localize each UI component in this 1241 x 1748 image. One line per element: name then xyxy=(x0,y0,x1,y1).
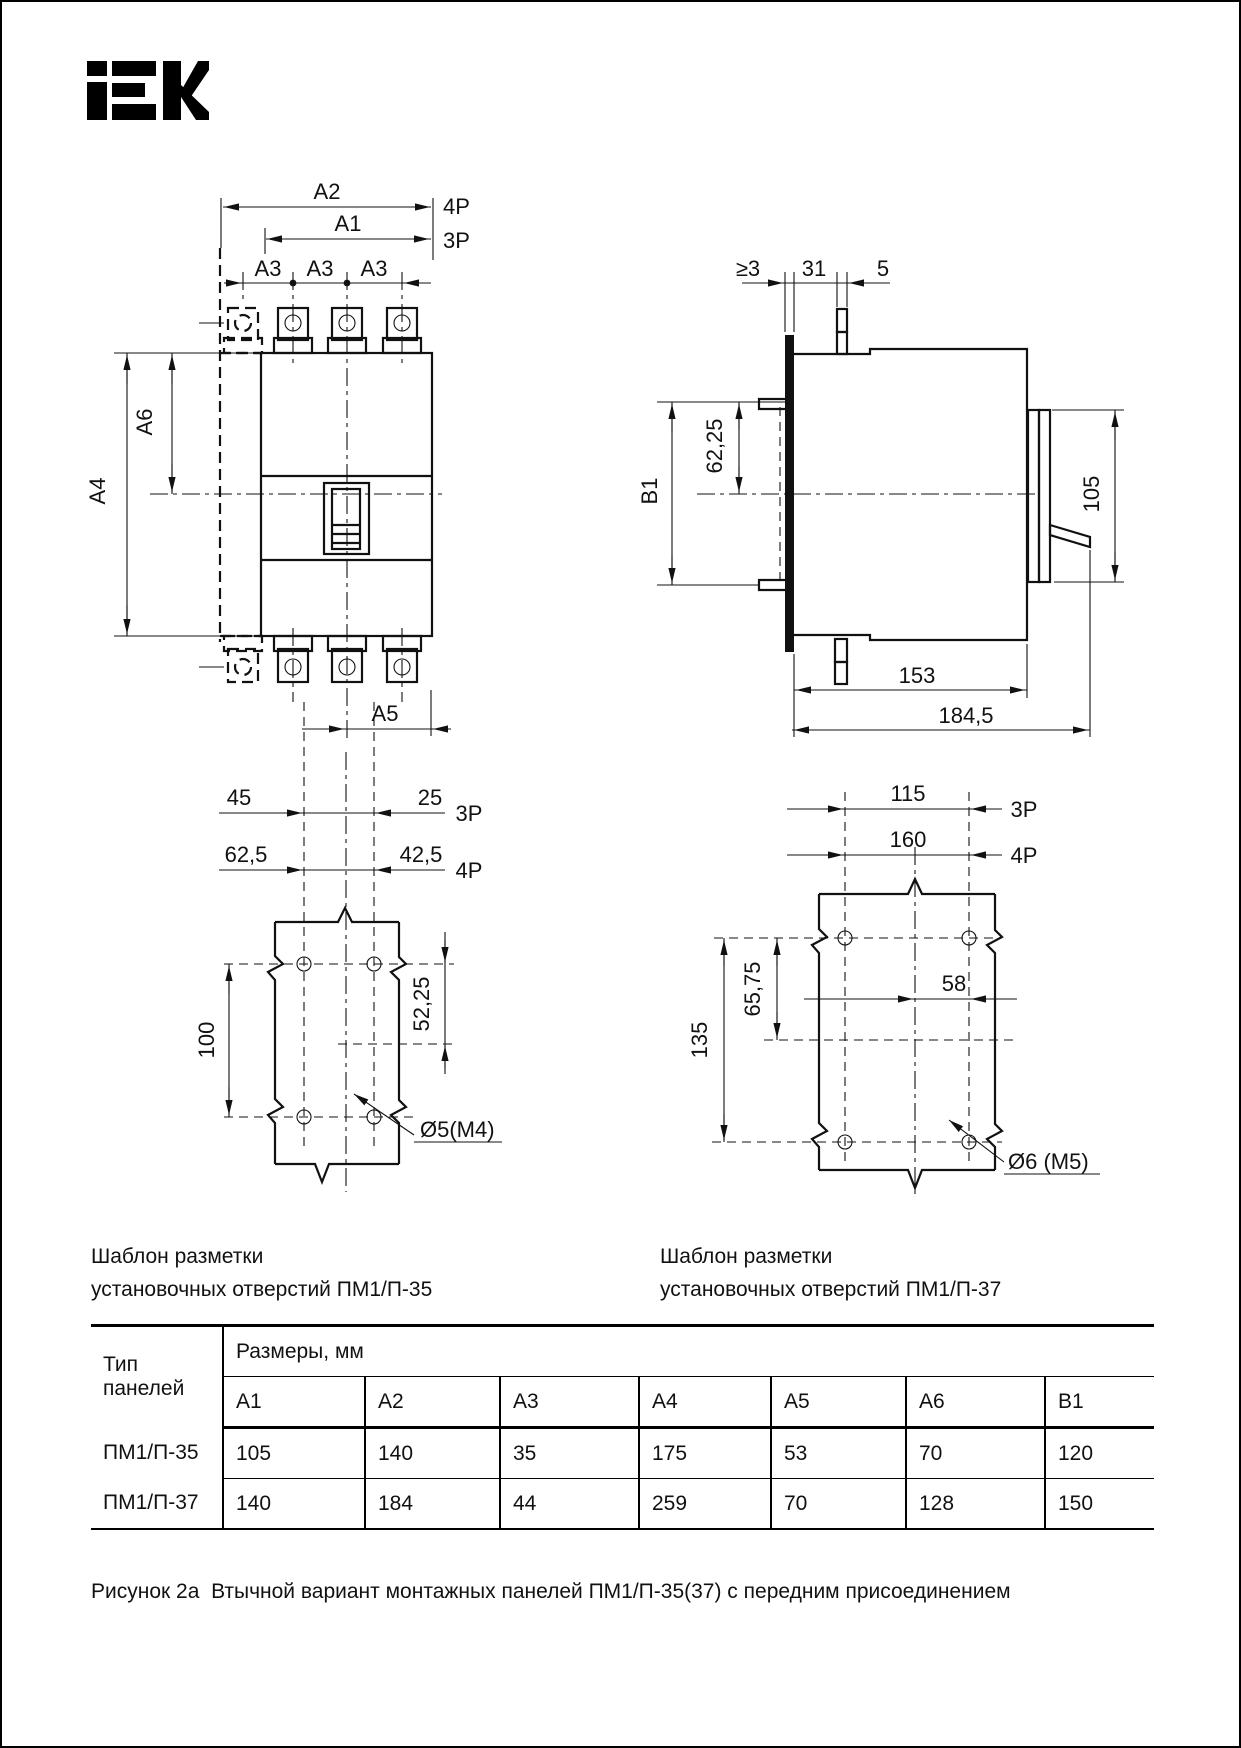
dim-label-a6: A6 xyxy=(132,408,157,436)
cell-pm37-b1: 150 xyxy=(1058,1491,1094,1515)
column-header-a2: A2 xyxy=(365,1377,500,1428)
side-toggle-handle xyxy=(1050,525,1090,547)
dim-label-625: 62,5 xyxy=(224,842,268,867)
dim-label-5225: 52,25 xyxy=(409,976,434,1032)
template-37-caption xyxy=(660,1240,1001,1306)
dim-label-a5: A5 xyxy=(371,701,399,726)
cell-pm37-a5: 70 xyxy=(771,1479,906,1530)
top-terminals xyxy=(199,308,421,353)
dim-label-b1: B1 xyxy=(637,477,662,505)
dim-label-6225: 62,25 xyxy=(702,418,727,474)
figure-caption: Рисунок 2а Втычной вариант монтажных панелей ПМ1/П-35(37) с передним присоединением xyxy=(91,1580,1011,1603)
dim-label-153: 153 xyxy=(898,663,936,688)
dim-label-a2: A2 xyxy=(313,179,341,204)
dim-label-6575: 65,75 xyxy=(740,961,765,1017)
front-view xyxy=(85,179,470,742)
pole-label-3p: 3P xyxy=(443,228,470,253)
dimensions-table xyxy=(91,1324,1154,1530)
template-35-caption xyxy=(91,1240,432,1306)
cell-pm37-a2: 184 xyxy=(365,1479,500,1530)
pole-label-3p-t37: 3P xyxy=(1010,797,1038,822)
bottom-terminals xyxy=(199,636,421,682)
dim-label-a3-3: A3 xyxy=(360,256,388,281)
dim-label-a1: A1 xyxy=(334,211,362,236)
column-header-a5: A5 xyxy=(771,1377,906,1428)
dim-label-45: 45 xyxy=(226,785,252,810)
dim-label-100: 100 xyxy=(194,1021,219,1059)
pole-label-3p-t35: 3P xyxy=(455,801,483,826)
cell-pm35-a4: 175 xyxy=(639,1428,771,1479)
dim-label-5: 5 xyxy=(876,256,890,281)
cell-pm37-a3: 44 xyxy=(500,1479,639,1530)
column-header-b1: B1 xyxy=(1045,1377,1154,1428)
dim-label-135: 135 xyxy=(687,1021,712,1059)
cell-pm37-a1: 140 xyxy=(223,1479,365,1530)
row-type-pm37: ПМ1/П-37 xyxy=(91,1479,223,1530)
cell-pm37-a6: 128 xyxy=(906,1479,1045,1530)
front-centerlines xyxy=(150,272,442,742)
hole-callout-m5: Ø6 (M5) xyxy=(1008,1149,1089,1174)
template-pm1-p37 xyxy=(687,781,1100,1197)
dim-label-min3: ≥3 xyxy=(735,256,761,281)
cell-pm35-a2: 140 xyxy=(365,1428,500,1479)
table-header-type: Тип панелей xyxy=(91,1326,223,1428)
dim-label-58: 58 xyxy=(941,971,967,996)
cell-pm35-b1: 120 xyxy=(1045,1428,1154,1479)
dim-label-160: 160 xyxy=(889,827,927,852)
dim-label-425: 42,5 xyxy=(399,842,443,867)
side-view xyxy=(637,256,1124,737)
template-35-caption-line2: установочных отверстий ПМ1/П-35 xyxy=(91,1278,433,1301)
cell-pm35-a1: 105 xyxy=(223,1428,365,1479)
table-header-sizes: Размеры, мм xyxy=(223,1326,1154,1377)
technical-drawing xyxy=(2,102,1241,1202)
template-37-caption-line2: установочных отверстий ПМ1/П-37 xyxy=(660,1278,1002,1301)
pole-label-4p-t35: 4P xyxy=(455,858,483,883)
breaker-side-body xyxy=(794,309,1090,684)
dim-label-a3-2: A3 xyxy=(306,256,334,281)
template-pm1-p35 xyxy=(194,702,502,1192)
dim-label-a3-1: A3 xyxy=(254,256,282,281)
cell-pm37-a4: 259 xyxy=(639,1479,771,1530)
dim-label-1845: 184,5 xyxy=(938,703,994,728)
cell-pm35-a3: 35 xyxy=(500,1428,639,1479)
template-35-plate xyxy=(268,908,406,1182)
dim-label-115: 115 xyxy=(890,781,926,806)
row-type-pm35: ПМ1/П-35 xyxy=(91,1428,223,1479)
column-header-a3: A3 xyxy=(500,1377,639,1428)
cell-pm35-a6: 70 xyxy=(906,1428,1045,1479)
table-column-header-row xyxy=(91,1377,1154,1428)
hole-callout-m4: Ø5(M4) xyxy=(420,1117,495,1142)
pole-label-4p-t37: 4P xyxy=(1010,843,1038,868)
template-35-caption-line1: Шаблон разметки xyxy=(91,1245,264,1268)
column-header-a4: A4 xyxy=(639,1377,771,1428)
dim-label-31: 31 xyxy=(801,256,827,281)
cell-pm35-a5: 53 xyxy=(771,1428,906,1479)
template-37-caption-line1: Шаблон разметки xyxy=(660,1245,833,1268)
table-row xyxy=(91,1428,1154,1479)
table-row xyxy=(91,1479,1154,1530)
column-header-a1: A1 xyxy=(223,1377,365,1428)
pole-label-4p: 4P xyxy=(443,194,470,219)
dim-label-a4: A4 xyxy=(85,477,110,505)
column-header-a6: A6 xyxy=(906,1377,1045,1428)
dim-label-25: 25 xyxy=(417,785,443,810)
dim-label-105: 105 xyxy=(1079,475,1104,513)
